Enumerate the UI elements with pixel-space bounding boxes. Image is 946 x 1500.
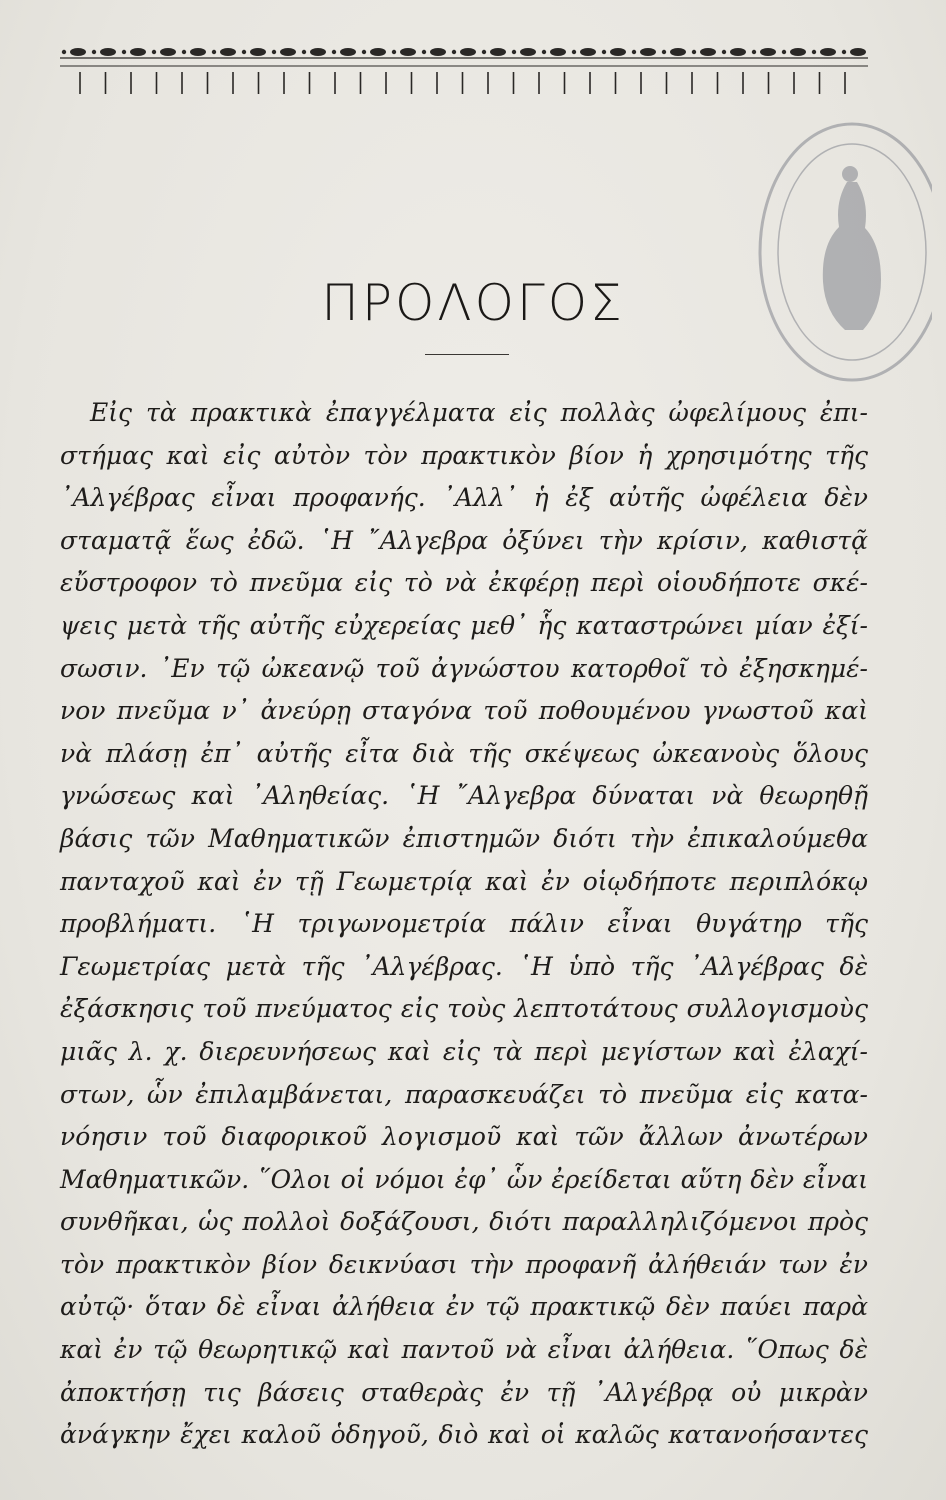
text-line: Γεωμετρίας μετὰ τῆς ᾿Αλγέβρας. ῾Η ὑπὸ τῆς ᾿Αλγέβρας δὲ	[60, 951, 868, 981]
text-line: στήμας καὶ εἰς αὐτὸν τὸν πρακτικὸν βίον ἡ χρησιμότης τῆς	[60, 440, 868, 470]
text-line: εὔστροφον τὸ πνεῦμα εἰς τὸ νὰ ἐκφέρῃ περὶ οἱουδήποτε σκέ-	[60, 568, 868, 598]
preface-text	[60, 392, 868, 1457]
title-divider	[425, 354, 509, 355]
text-line: μιᾶς λ. χ. διερευνήσεως καὶ εἰς τὰ περὶ μεγίστων καὶ ἐλαχί-	[60, 1036, 868, 1066]
text-line: σωσιν. ᾿Εν τῷ ὠκεανῷ τοῦ ἀγνώστου κατορθοῖ τὸ ἐξησκημέ-	[60, 653, 868, 683]
text-line: νόησιν τοῦ διαφορικοῦ λογισμοῦ καὶ τῶν ἄλλων ἀνωτέρων	[60, 1122, 868, 1152]
text-line: Μαθηματικῶν. ῞Ολοι οἱ νόμοι ἐφ᾿ ὧν ἐρείδεται αὕτη δὲν εἶναι	[60, 1164, 868, 1194]
text-line: αὐτῷ· ὅταν δὲ εἶναι ἀλήθεια ἐν τῷ πρακτικῷ δὲν παύει παρὰ	[60, 1292, 868, 1322]
text-line: ἀνάγκην ἔχει καλοῦ ὁδηγοῦ, διὸ καὶ οἱ καλῶς κατανοήσαντες	[60, 1420, 868, 1450]
text-line: ψεις μετὰ τῆς αὐτῆς εὐχερείας μεθ᾿ ἧς καταστρώνει μίαν ἐξί-	[60, 610, 868, 640]
text-line: καὶ ἐν τῷ θεωρητικῷ καὶ παντοῦ νὰ εἶναι ἀλήθεια. ῞Οπως δὲ	[60, 1335, 868, 1365]
text-line: γνώσεως καὶ ᾿Αληθείας. ῾Η ῎Αλγεβρα δύναται νὰ θεωρηθῇ	[60, 781, 868, 811]
text-line: Εἰς τὰ πρακτικὰ ἐπαγγέλματα εἰς πολλὰς ὠφελίμους ἐπι-	[90, 398, 868, 427]
library-stamp-seal	[742, 112, 932, 392]
text-line: προβλήματι. ῾Η τριγωνομετρία πάλιν εἶναι θυγάτηρ τῆς	[60, 909, 868, 939]
text-line: ἀποκτήσῃ τις βάσεις σταθερὰς ἐν τῇ ᾿Αλγέβρᾳ οὐ μικρὰν	[60, 1377, 868, 1407]
page-title: ΠΡΟΛΟΓΟΣ	[321, 274, 625, 332]
text-line: πανταχοῦ καὶ ἐν τῇ Γεωμετρίᾳ καὶ ἐν οἱῳδήποτε περιπλόκῳ	[60, 866, 868, 896]
text-line: στων, ὧν ἐπιλαμβάνεται, παρασκευάζει τὸ πνεῦμα εἰς κατα-	[60, 1079, 868, 1109]
text-line: βάσις τῶν Μαθηματικῶν ἐπιστημῶν διότι τὴν ἐπικαλούμεθα	[60, 823, 868, 853]
text-line: συνθῆκαι, ὡς πολλοὶ δοξάζουσι, διότι παραλληλιζόμενοι πρὸς	[60, 1207, 868, 1237]
text-line: νὰ πλάσῃ ἐπ᾿ αὐτῆς εἶτα διὰ τῆς σκέψεως ὠκεανοὺς ὅλους	[60, 738, 868, 768]
text-line: ἐξάσκησις τοῦ πνεύματος εἰς τοὺς λεπτοτάτους συλλογισμοὺς	[60, 994, 868, 1024]
text-line: τὸν πρακτικὸν βίον δεικνύασι τὴν προφανῆ ἀλήθειάν των ἐν	[60, 1249, 868, 1279]
text-line: ᾿Αλγέβρας εἶναι προφανής. ᾿Αλλ᾿ ἡ ἐξ αὐτῆς ὠφέλεια δὲν	[60, 483, 868, 513]
text-line: νον πνεῦμα ν᾿ ἀνεύρῃ σταγόνα τοῦ ποθουμένου γνωστοῦ καὶ	[60, 696, 868, 726]
text-line: σταματᾷ ἕως ἐδῶ. ῾Η ῎Αλγεβρα ὀξύνει τὴν κρίσιν, καθιστᾷ	[60, 525, 868, 555]
ornamental-header-band	[60, 38, 868, 100]
